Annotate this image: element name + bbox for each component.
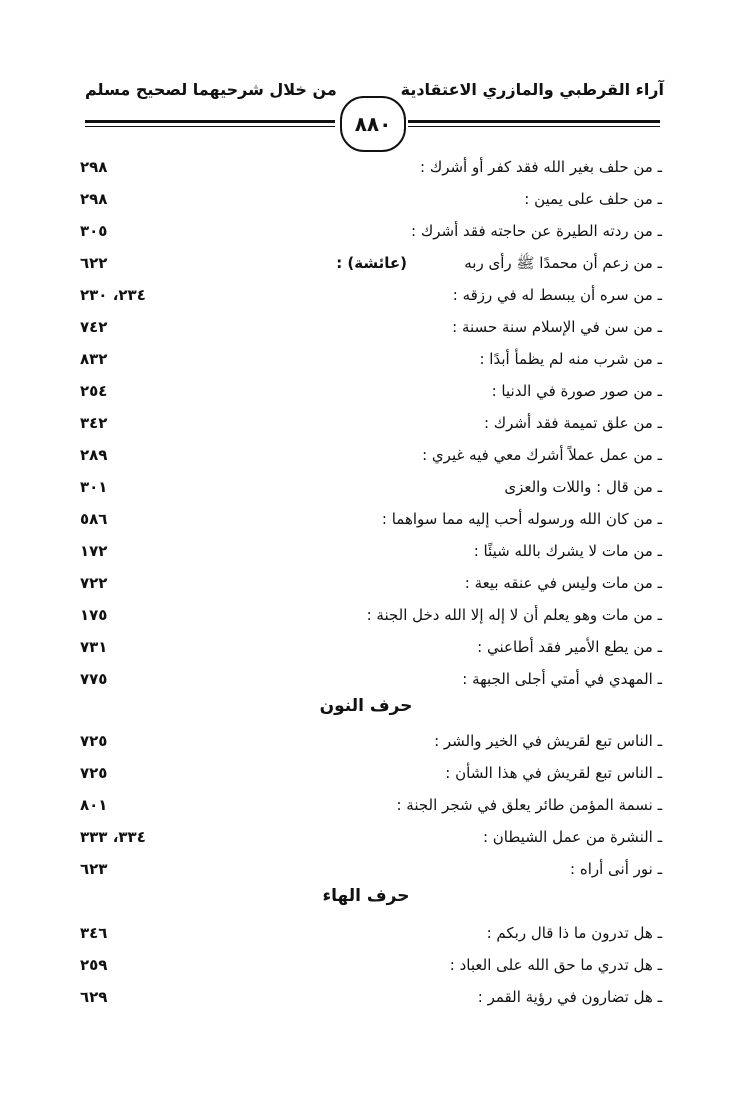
- entry-page: ٢٥٩: [80, 956, 108, 974]
- entry-text: ـ النشرة من عمل الشيطان :: [482, 828, 662, 846]
- entry-page: ٢٨٩: [80, 446, 108, 464]
- index-entry: [70, 184, 662, 214]
- page-number: ٨٨٠: [340, 96, 406, 152]
- entry-text: ـ من شرب منه لم يظمأ أبدًا :: [479, 350, 662, 368]
- index-entry: [70, 536, 662, 566]
- index-entry: [70, 726, 662, 756]
- entry-text: ـ نسمة المؤمن طائر يعلق في شجر الجنة :: [396, 796, 662, 814]
- entry-page: ٣٠٥: [80, 222, 108, 240]
- entry-text: ـ من سره أن يبسط له في رزقه :: [452, 286, 662, 304]
- running-title-right: آراء القرطبي والمازري الاعتقادية: [400, 80, 664, 99]
- index-entry: [70, 918, 662, 948]
- entry-page: ٣٠١: [80, 478, 108, 496]
- index-entry: [70, 312, 662, 342]
- running-title-left: من خلال شرحيهما لصحيح مسلم: [85, 80, 337, 99]
- entry-note: (عائشة) :: [336, 254, 407, 272]
- index-entry: [70, 376, 662, 406]
- entry-text: ـ من قال : واللات والعزى: [504, 478, 662, 496]
- entry-page: ٨٠١: [80, 796, 108, 814]
- section-heading-haa: حرف الهاء: [322, 886, 410, 906]
- entry-text: ـ من صور صورة في الدنيا :: [491, 382, 662, 400]
- entry-page: ٧٢٥: [80, 764, 108, 782]
- entry-page: ٣٣٤، ٣٣٣: [80, 828, 146, 846]
- index-entry: [70, 758, 662, 788]
- entry-text: ـ هل تدرون ما ذا قال ربكم :: [486, 924, 662, 942]
- index-entry: [70, 440, 662, 470]
- index-entry: [70, 632, 662, 662]
- index-entry: [70, 950, 662, 980]
- index-entry: [70, 248, 662, 278]
- index-entry: [70, 472, 662, 502]
- entry-text: ـ هل تضارون في رؤية القمر :: [477, 988, 662, 1006]
- entry-text: ـ من علق تميمة فقد أشرك :: [483, 414, 662, 432]
- entry-page: ٨٣٢: [80, 350, 108, 368]
- entry-text: ـ الناس تبع لقريش في هذا الشأن :: [445, 764, 662, 782]
- entry-page: ٧٢٥: [80, 732, 108, 750]
- entry-text: ـ نور أنى أراه :: [570, 860, 662, 878]
- entry-text: ـ من عمل عملاً أشرك معي فيه غيري :: [422, 446, 662, 464]
- entry-page: ١٧٥: [80, 606, 108, 624]
- entry-text: ـ من مات وهو يعلم أن لا إله إلا الله دخل الجنة :: [366, 606, 662, 624]
- index-entry: [70, 408, 662, 438]
- index-entry: [70, 152, 662, 182]
- entry-text: ـ من زعم أن محمدًا ﷺ رأى ربه: [464, 254, 662, 272]
- entry-text: ـ من ردته الطيرة عن حاجته فقد أشرك :: [411, 222, 662, 240]
- entry-text: ـ من مات لا يشرك بالله شيئًا :: [473, 542, 662, 560]
- index-entry: [70, 568, 662, 598]
- index-entry: [70, 600, 662, 630]
- entry-page: ٦٢٩: [80, 988, 108, 1006]
- entry-text: ـ من سن في الإسلام سنة حسنة :: [452, 318, 662, 336]
- entry-page: ٦٢٢: [80, 254, 108, 272]
- index-entry: [70, 344, 662, 374]
- entry-page: ٧٧٥: [80, 670, 108, 688]
- entry-text: ـ من حلف على يمين :: [524, 190, 662, 208]
- entry-page: ٧٣١: [80, 638, 108, 656]
- entry-text: ـ من حلف بغير الله فقد كفر أو أشرك :: [420, 158, 662, 176]
- entry-page: ٣٤٢: [80, 414, 108, 432]
- entry-page: ١٧٢: [80, 542, 108, 560]
- entry-page: ٢٥٤: [80, 382, 108, 400]
- entry-text: ـ من مات وليس في عنقه بيعة :: [464, 574, 662, 592]
- index-entry: [70, 790, 662, 820]
- entry-page: ٦٢٣: [80, 860, 108, 878]
- entry-text: ـ من يطع الأمير فقد أطاعني :: [477, 638, 662, 656]
- entry-text: ـ من كان الله ورسوله أحب إليه مما سواهما :: [381, 510, 662, 528]
- index-entry: [70, 216, 662, 246]
- entry-text: ـ هل تدري ما حق الله على العباد :: [449, 956, 662, 974]
- entry-page: ٢٩٨: [80, 158, 108, 176]
- entry-page: ٧٤٢: [80, 318, 108, 336]
- section-heading-noon: حرف النون: [319, 696, 413, 716]
- index-entry: [70, 280, 662, 310]
- entry-page: ٢٣٤، ٢٣٠: [80, 286, 146, 304]
- entry-text: ـ المهدي في أمتي أجلى الجبهة :: [462, 670, 662, 688]
- entry-page: ٣٤٦: [80, 924, 108, 942]
- index-entry: [70, 504, 662, 534]
- index-entry: [70, 982, 662, 1012]
- index-entry: [70, 822, 662, 852]
- entry-text: ـ الناس تبع لقريش في الخير والشر :: [434, 732, 662, 750]
- entry-page: ٧٢٢: [80, 574, 108, 592]
- entry-page: ٥٨٦: [80, 510, 108, 528]
- entry-page: ٢٩٨: [80, 190, 108, 208]
